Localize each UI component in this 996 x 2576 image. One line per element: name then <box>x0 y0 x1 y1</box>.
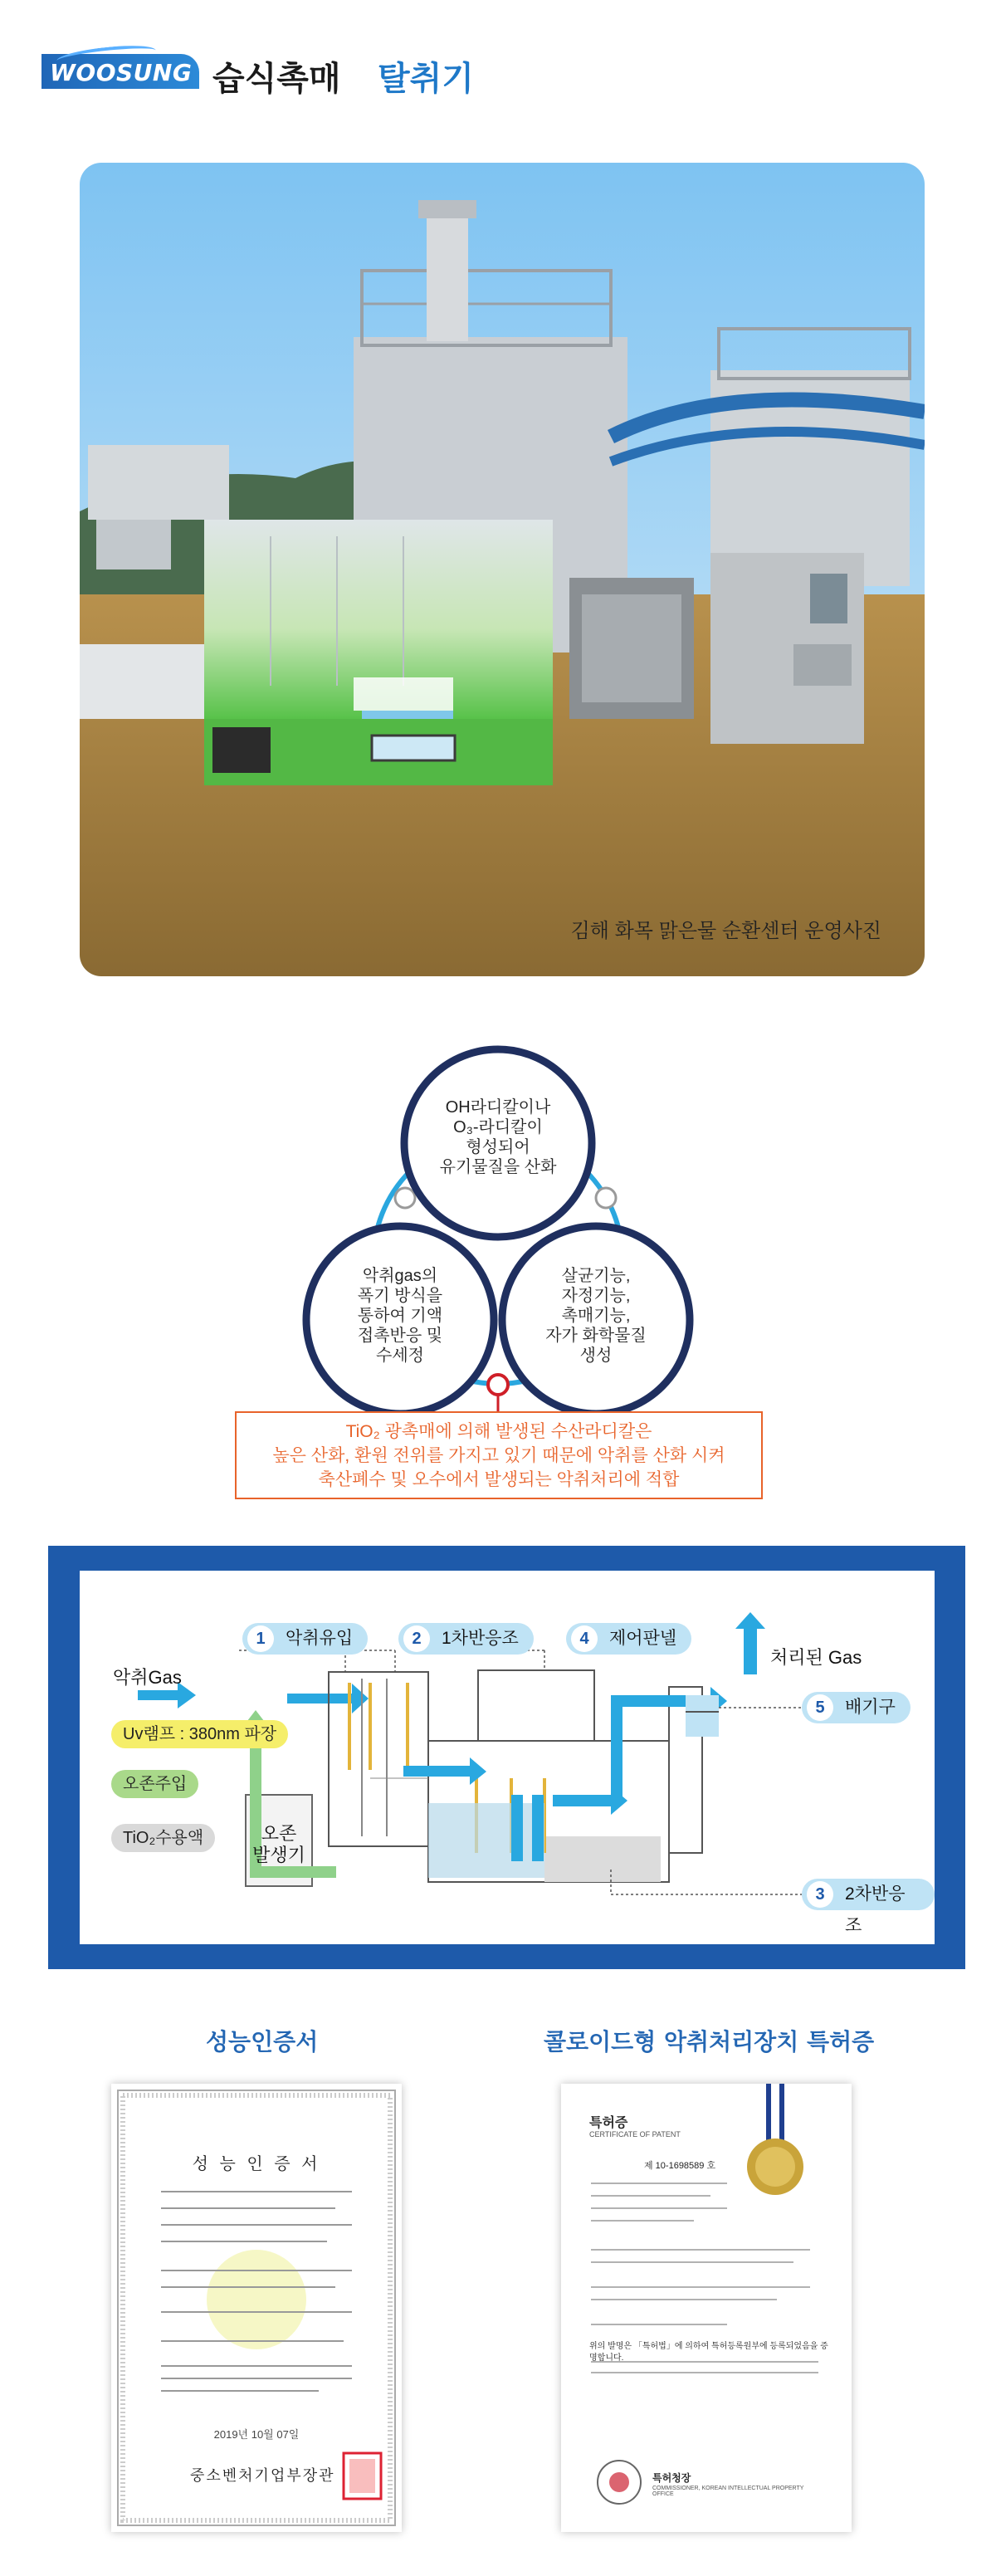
mechanism-diagram <box>0 1021 996 1519</box>
outlet-arrow <box>735 1612 765 1674</box>
connector-dot <box>596 1188 616 1208</box>
legend-tio2: TiO₂수용액 <box>111 1824 215 1852</box>
photo-caption: 김해 화목 맑은물 순환센터 운영사진 <box>570 920 881 942</box>
step-exhaust: 5 배기구 <box>802 1692 911 1723</box>
outlet-gas-label: 처리된 Gas <box>770 1647 862 1668</box>
patent-cert-title: 콜로이드형 악취처리장치 특허증 <box>544 2028 875 2055</box>
top-circle-text: OH라디칼이나 O₃-라디칼이 형성되어 유기물질을 산화 <box>439 1098 557 1176</box>
page-header <box>42 46 622 98</box>
connector-dot <box>395 1188 415 1208</box>
patent-heading: 특허증 <box>589 2116 628 2130</box>
step-reactor-2: 3 2차반응조 <box>802 1879 935 1910</box>
left-circle-text: 악취gas의 폭기 방식을 통하여 기액 접촉반응 및 수세정 <box>357 1267 443 1365</box>
patent-certificate-image <box>561 2084 852 2532</box>
performance-cert-date: 2019년 10월 07일 <box>213 2428 300 2441</box>
patent-subheading: CERTIFICATE OF PATENT <box>589 2130 681 2139</box>
performance-cert-issuer: 중소벤처기업부장관 <box>190 2467 335 2484</box>
legend-ozone: 오존주입 <box>111 1770 198 1798</box>
page-title-accent: 탈취기 <box>378 60 474 98</box>
inlet-gas-label: 악취Gas <box>113 1667 182 1688</box>
page-title: 습식촉매 <box>212 60 341 98</box>
marker-dot <box>488 1375 508 1395</box>
logo-text: WOOSUNG <box>50 59 193 86</box>
installation-photo <box>80 163 925 976</box>
patent-number: 제 10-1698589 호 <box>644 2161 716 2171</box>
process-diagram <box>80 1571 935 1944</box>
mechanism-summary-box: TiO₂ 광촉매에 의해 발생된 수산라디칼은 높은 산화, 환원 전위를 가지고 있기 때문에 악취를 산화 시켜 축산폐수 및 오수에서 발생되는 악취처리에 적합 <box>235 1411 763 1499</box>
installation-photo-illustration <box>80 163 925 976</box>
patent-issuer-en: COMMISSIONER, KOREAN INTELLECTUAL PROPERTY OFFICE <box>652 2486 804 2497</box>
step-reactor-1: 2 1차반응조 <box>398 1623 534 1655</box>
legend-uv-lamp: Uv램프 : 380nm 파장 <box>111 1720 288 1748</box>
company-logo <box>42 54 199 89</box>
process-diagram-frame <box>48 1546 965 1969</box>
performance-cert-heading: 성 능 인 증 서 <box>192 2155 321 2173</box>
patent-certificate-graphic <box>561 2084 852 2532</box>
ozone-generator-label: 오존 발생기 <box>252 1823 305 1865</box>
step-control-panel: 4 제어판넬 <box>566 1623 691 1655</box>
performance-cert-title: 성능인증서 <box>206 2028 319 2055</box>
patent-statement: 위의 발명은 「특허법」에 의하여 특허등록원부에 등록되었음을 증명합니다. <box>589 2342 828 2363</box>
performance-certificate-image <box>111 2084 402 2532</box>
right-circle-text: 살균기능, 자정기능, 촉매기능, 자가 화학물질 생성 <box>545 1267 647 1365</box>
patent-issuer: 특허청장 <box>652 2472 691 2484</box>
step-inlet: 1 악취유입 <box>242 1623 368 1655</box>
